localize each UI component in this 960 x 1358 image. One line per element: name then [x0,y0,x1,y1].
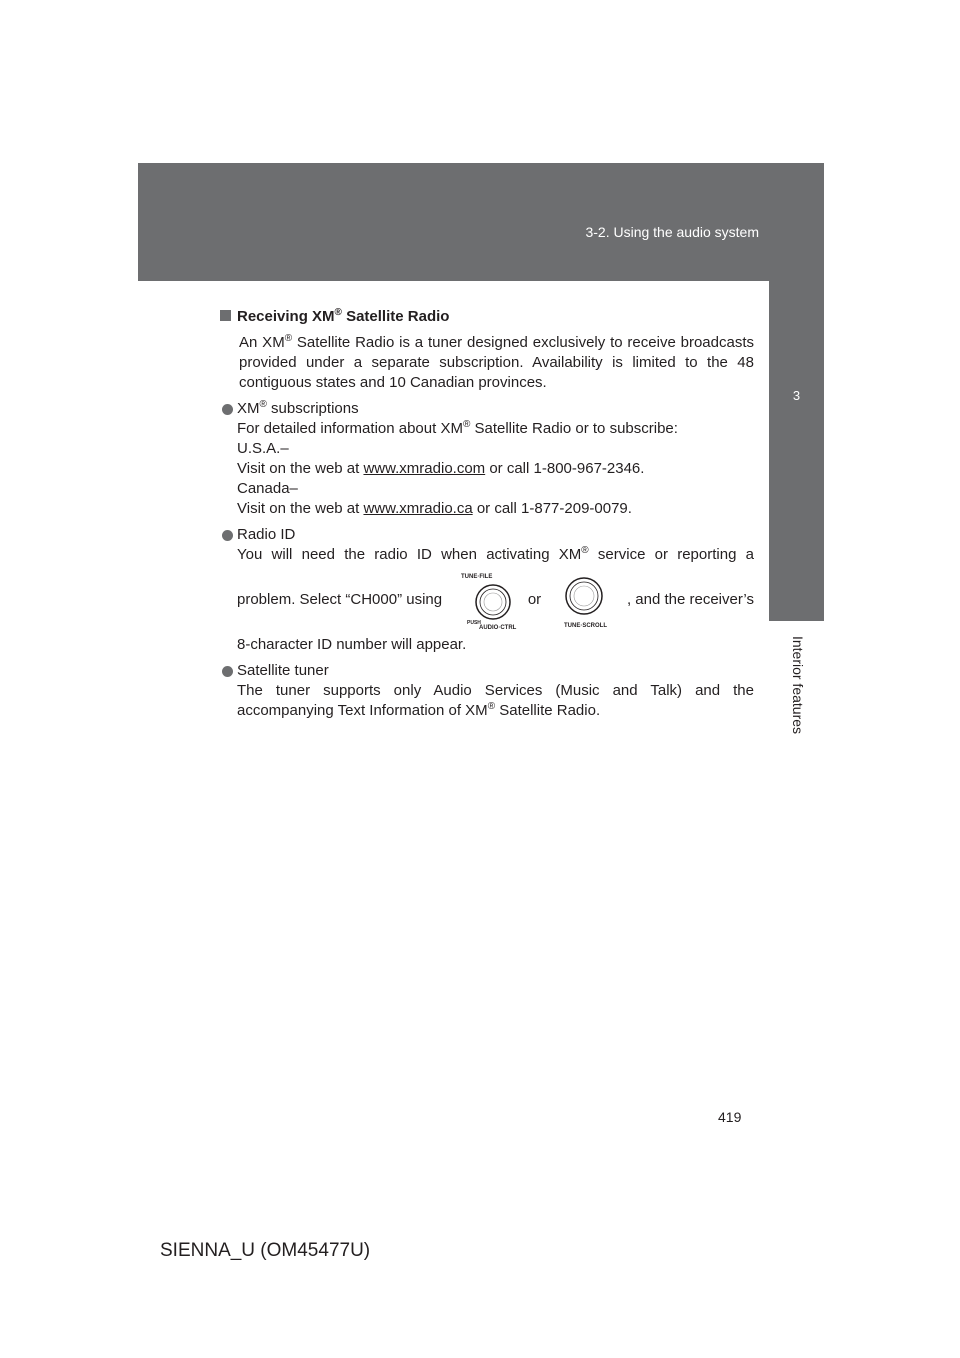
xmradio-com-link[interactable]: www.xmradio.com [363,460,486,477]
main-content [220,307,754,727]
bullet-subscriptions: XM® subscriptions For detailed information about XM® Satellite Radio or to subscribe: U.S.A.– Visit on the web at www.xmradio.com or call 1-800-967-2346. Canada– Visit on the web at www.xmradio.ca or call 1-877-209-0079. [220,399,754,519]
round-bullet-icon [222,666,233,677]
chapter-tab [769,281,824,621]
round-bullet-icon [222,530,233,541]
manual-code: SIENNA_U (OM45477U) [160,1240,371,1261]
tune-file-knob-icon [445,570,525,630]
page-number: 419 [718,1109,742,1125]
xmradio-ca-link[interactable]: www.xmradio.ca [363,500,473,517]
chapter-label [778,635,818,735]
knob-bottom-label: AUDIO·CTRL [478,625,517,630]
section-heading: Receiving XM® Satellite Radio [220,307,754,327]
bullet-title: XM® subscriptions [237,399,359,417]
tune-scroll-knob-icon [544,570,624,630]
bullet-satellite-tuner: Satellite tuner The tuner supports only Audio Services (Music and Talk) and the accompanying Text Information of XM® Satellite Radio. [220,661,754,721]
knob-push-label: PUSH [466,620,481,626]
bullet-radio-id: Radio ID You will need the radio ID when activating XM® service or reporting a problem. Select “CH000” using TUNE·FILE PUSH AUDIO·CTRL or TUNE·SCROLL , and the receiver’s 8-character ID number will appear. [220,525,754,655]
round-bullet-icon [222,404,233,415]
knob-top-label: TUNE·FILE [460,574,493,580]
bullet-title: Satellite tuner [237,662,329,679]
square-bullet-icon [220,310,231,321]
chapter-number: 3 [792,388,801,403]
chapter-label-text: Interior features [790,635,806,735]
header-band [138,163,824,281]
bullet-title: Radio ID [237,526,296,543]
knob-bottom-label: TUNE·SCROLL [564,623,608,629]
intro-paragraph: An XM® Satellite Radio is a tuner designed exclusively to receive broadcasts provided under a separate subscription. Availability is limited to the 48 contiguous states and 10 Canadian provinces. [239,333,754,391]
section-title: 3-2. Using the audio system [585,224,759,240]
